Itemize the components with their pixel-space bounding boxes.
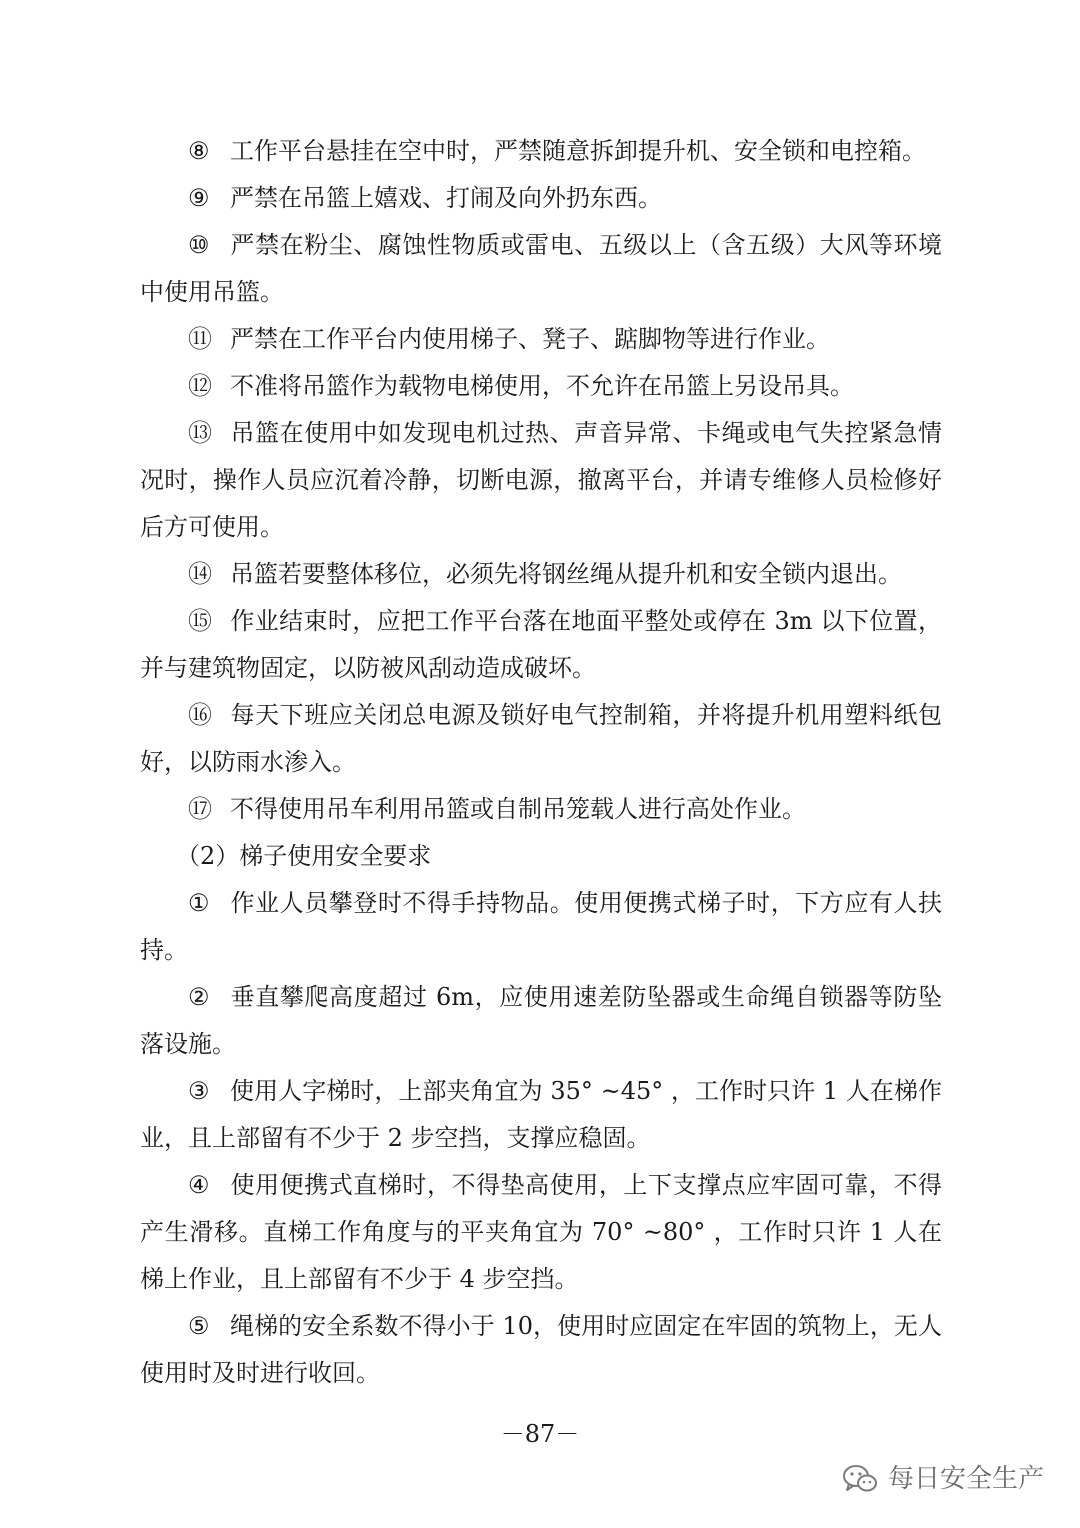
paragraph-text: 使用便携式直梯时，不得垫高使用，上下支撑点应牢固可靠，不得产生滑移。直梯工作角度与的平夹角宜为 70° ~80° ，工作时只许 1 人在梯上作业，且上部留有不少于 4 步空挡。: [140, 1171, 942, 1293]
list-marker: ⑯: [188, 701, 212, 729]
paragraph-8: [140, 128, 942, 175]
list-marker: ⑩: [188, 231, 210, 259]
paragraph-ladder-4: [140, 1162, 942, 1303]
paragraph-14: [140, 551, 942, 598]
paragraph-text: 绳梯的安全系数不得小于 10，使用时应固定在牢固的筑物上，无人使用时及时进行收回。: [140, 1312, 942, 1387]
paragraph-10: [140, 222, 942, 316]
list-marker: ⑰: [188, 795, 212, 823]
paragraph-17: [140, 786, 942, 833]
paragraph-text: 工作平台悬挂在空中时，严禁随意拆卸提升机、安全锁和电控箱。: [230, 137, 926, 165]
paragraph-11: [140, 316, 942, 363]
list-marker: ②: [188, 983, 210, 1011]
list-marker: ⑮: [188, 607, 212, 635]
paragraph-16: [140, 692, 942, 786]
paragraph-text: 吊篮若要整体移位，必须先将钢丝绳从提升机和安全锁内退出。: [230, 560, 902, 588]
paragraph-ladder-5: [140, 1303, 942, 1397]
paragraph-text: 每天下班应关闭总电源及锁好电气控制箱，并将提升机用塑料纸包好，以防雨水渗入。: [140, 701, 942, 776]
heading-text: （2）梯子使用安全要求: [176, 842, 432, 870]
page-number: －87－: [500, 1420, 580, 1448]
wechat-icon: [842, 1463, 878, 1495]
list-marker: ①: [188, 889, 210, 917]
list-marker: ③: [188, 1077, 210, 1105]
paragraph-text: 使用人字梯时，上部夹角宜为 35° ~45° ，工作时只许 1 人在梯作业，且上部留有不少于 2 步空挡，支撑应稳固。: [140, 1077, 942, 1152]
list-marker: ⑪: [188, 325, 212, 353]
paragraph-text: 严禁在吊篮上嬉戏、打闹及向外扔东西。: [230, 184, 662, 212]
paragraph-text: 不准将吊篮作为载物电梯使用，不允许在吊篮上另设吊具。: [230, 372, 854, 400]
list-marker: ⑬: [188, 419, 212, 447]
paragraph-text: 严禁在粉尘、腐蚀性物质或雷电、五级以上（含五级）大风等环境中使用吊篮。: [140, 231, 942, 306]
paragraph-15: [140, 598, 942, 692]
paragraph-ladder-2: [140, 974, 942, 1068]
list-marker: ⑤: [188, 1312, 210, 1340]
list-marker: ⑧: [188, 137, 210, 165]
paragraph-text: 垂直攀爬高度超过 6m，应使用速差防坠器或生命绳自锁器等防坠落设施。: [140, 983, 942, 1058]
paragraph-text: 作业人员攀登时不得手持物品。使用便携式梯子时，下方应有人扶持。: [140, 889, 942, 964]
paragraph-9: [140, 175, 942, 222]
list-marker: ⑨: [188, 184, 210, 212]
paragraph-ladder-3: [140, 1068, 942, 1162]
list-marker: ⑭: [188, 560, 212, 588]
watermark: [842, 1462, 1044, 1496]
paragraph-text: 严禁在工作平台内使用梯子、凳子、踮脚物等进行作业。: [230, 325, 830, 353]
paragraph-13: [140, 410, 942, 551]
paragraph-text: 吊篮在使用中如发现电机过热、声音异常、卡绳或电气失控紧急情况时，操作人员应沉着冷静，切断电源，撤离平台，并请专维修人员检修好后方可使用。: [140, 419, 942, 541]
paragraph-ladder-1: [140, 880, 942, 974]
paragraph-12: [140, 363, 942, 410]
document-body: [140, 128, 942, 1397]
paragraph-text: 不得使用吊车利用吊篮或自制吊笼载人进行高处作业。: [230, 795, 806, 823]
list-marker: ⑫: [188, 372, 212, 400]
section-heading: [140, 833, 942, 880]
watermark-label: 每日安全生产: [887, 1464, 1044, 1494]
paragraph-text: 作业结束时，应把工作平台落在地面平整处或停在 3m 以下位置，并与建筑物固定，以防被风刮动造成破坏。: [140, 607, 942, 682]
list-marker: ④: [188, 1171, 210, 1199]
